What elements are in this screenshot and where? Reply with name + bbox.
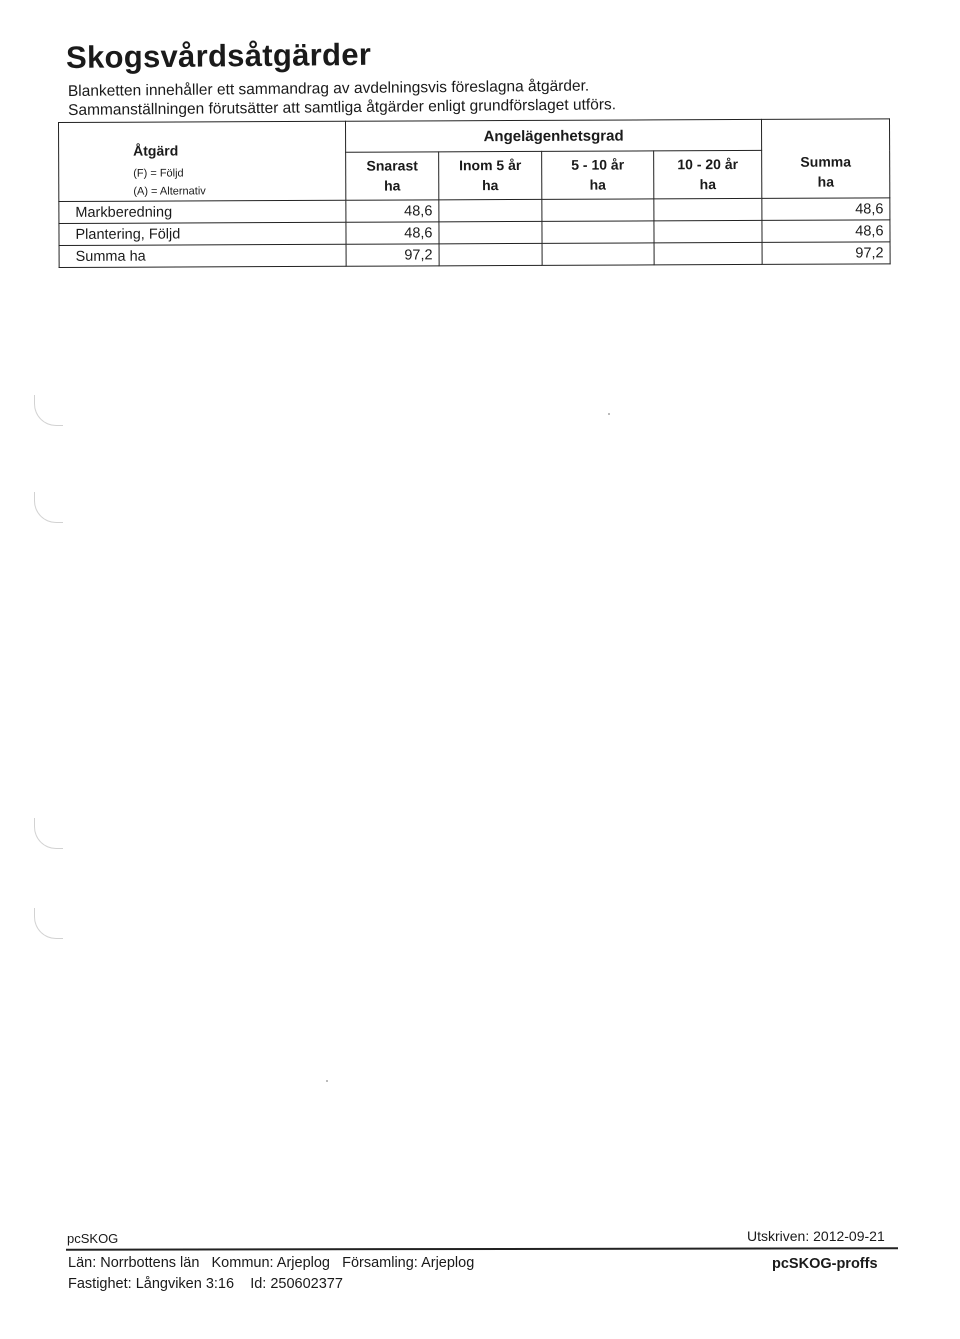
document-title: Skogsvårdsåtgärder (65, 36, 372, 75)
id-value: 250602377 (270, 1276, 343, 1292)
legend-foljd: (F) = Följd (133, 167, 184, 180)
cell-5-10-ar (542, 243, 654, 265)
scan-speck (326, 1080, 328, 1082)
legend (133, 164, 345, 201)
scan-speck (608, 413, 610, 415)
legend-alternativ: (A) = Alternativ (133, 185, 206, 198)
kommun-label: Kommun: (211, 1255, 274, 1271)
lan-value: Norrbottens län (100, 1255, 200, 1271)
cell-5-10-ar (542, 221, 654, 243)
measures-table (58, 118, 891, 268)
col-label: Snarast (366, 156, 418, 174)
punch-hole-mark (34, 818, 63, 849)
cell-inom-5-ar (439, 199, 542, 221)
printed-date: Utskriven: 2012-09-21 (747, 1228, 885, 1244)
col-label: 5 - 10 år (571, 156, 625, 173)
forsamling-value: Arjeplog (421, 1255, 475, 1271)
col-unit: ha (699, 175, 716, 192)
cell-inom-5-ar (439, 243, 542, 265)
col-header-10-20-ar (654, 150, 762, 198)
software-name: pcSKOG (67, 1231, 119, 1246)
cell-10-20-ar (654, 198, 762, 220)
atgard-header-cell (59, 121, 346, 201)
footer-location-line (68, 1255, 474, 1271)
col-header-inom-5-ar (439, 151, 542, 199)
cell-summa: 97,2 (762, 242, 890, 265)
forsamling-label: Församling: (342, 1255, 418, 1271)
atgard-header: Åtgärd (133, 142, 179, 159)
footer-divider (66, 1247, 898, 1250)
cell-summa: 48,6 (762, 220, 890, 243)
cell-10-20-ar (654, 220, 762, 242)
cell-snarast: 48,6 (346, 200, 439, 222)
col-header-snarast (346, 152, 439, 200)
id-label: Id: (250, 1276, 267, 1292)
col-label: Inom 5 år (459, 156, 522, 173)
cell-snarast: 97,2 (346, 244, 439, 266)
table-row (59, 242, 890, 268)
kommun-value: Arjeplog (276, 1255, 330, 1271)
summa-header (762, 119, 890, 199)
punch-hole-mark (34, 395, 63, 426)
fastighet-label: Fastighet: (68, 1276, 132, 1292)
footer-property-line (68, 1276, 343, 1292)
row-label: Plantering, Följd (59, 222, 346, 245)
cell-summa: 48,6 (762, 198, 890, 221)
intro-line-1: Blanketten innehåller ett sammandrag av avdelningsvis föreslagna åtgärder. (67, 77, 590, 101)
summa-header-unit: ha (817, 173, 835, 190)
col-unit: ha (589, 176, 606, 193)
cell-5-10-ar (542, 199, 654, 221)
cell-snarast: 48,6 (346, 222, 439, 244)
measures-table-wrapper (58, 118, 890, 268)
col-header-5-10-ar (542, 151, 654, 199)
fastighet-value: Långviken 3:16 (135, 1276, 235, 1292)
lan-label: Län: (68, 1255, 97, 1271)
intro-text (68, 76, 616, 120)
punch-hole-mark (34, 492, 63, 523)
brand-logo-text: pcSKOG-proffs (772, 1256, 878, 1272)
row-label: Summa ha (59, 244, 346, 267)
summa-header-label: Summa (800, 153, 852, 170)
col-unit: ha (482, 176, 499, 193)
intro-line-2: Sammanställningen förutsätter att samtliga åtgärder enligt grundförslaget utförs. (68, 96, 617, 119)
cell-inom-5-ar (439, 221, 542, 243)
col-unit: ha (384, 177, 401, 194)
punch-hole-mark (34, 908, 63, 939)
cell-10-20-ar (654, 242, 762, 264)
col-label: 10 - 20 år (677, 155, 739, 172)
row-label: Markberedning (59, 200, 346, 223)
priority-group-header: Angelägenhetsgrad (345, 119, 761, 152)
